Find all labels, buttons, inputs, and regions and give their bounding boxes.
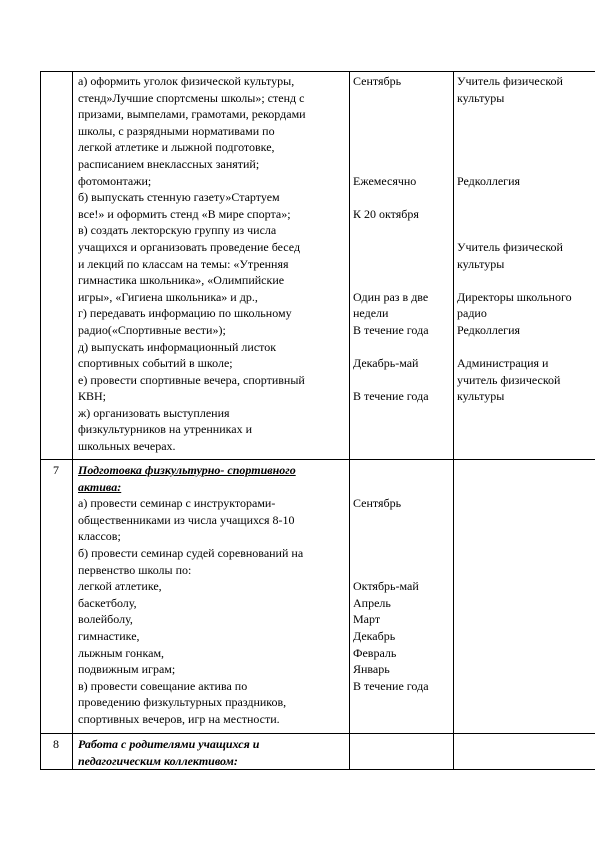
row1-responsible: Администрация и учитель физической культуры	[457, 356, 561, 404]
table-border-left	[40, 71, 41, 770]
row1-responsible: Редколлегия	[457, 173, 521, 188]
row2-title: Подготовка физкультурно- спортивного актива:	[78, 463, 296, 494]
row2-date: Сентябрь	[353, 496, 402, 511]
row1-responsible: Директоры школьного радио	[457, 289, 572, 321]
row2-content: а) провести семинар с инструкторами- общественниками из числа учащихся 8-10 классов; б) провести семинар судей соревнований на первенство школы по: легкой атлетике, баскетболу, волейболу, гимнастике, лыжным гонкам, подвижным играм; в) провести совещание актива по проведению физкультурных праздников, спортивных вечеров, игр на местности.	[78, 496, 304, 726]
table-border-col1	[72, 71, 73, 770]
row1-content: а) оформить уголок физической культуры, стенд»Лучшие спортсмены школы»; стенд с призами, вымпелами, грамотами, рекордами школы, с разрядными нормативами по легкой атлетике и лыжной подготовке, расписанием внеклассных занятий; фотомонтажи; б) выпускать стенную газету»Стартуем все!» и оформить стенд «В мире спорта»; в) создать лекторскую группу из числа учащихся и организовать проведение бесед и лекций по классам на темы: «Утренняя гимнастика школьника», «Олимпийские игры», «Гигиена школьника» и др., г) передавать информацию по школьному радио(«Спортивные вести»); д) выпускать информационный листок спортивных событий в школе; е) провести спортивные вечера, спортивный КВН; ж) организовать выступления физкультурников на утренниках и школьных вечерах.	[78, 74, 306, 454]
row2-number: 7	[53, 463, 59, 477]
row-divider-2	[40, 733, 595, 734]
row1-date: Сентябрь	[353, 74, 402, 88]
row-divider-1	[40, 459, 595, 460]
table-border-top	[40, 71, 595, 72]
row3-title: Работа с родителями учащихся и педагогическим коллективом:	[78, 737, 260, 768]
row1-date: В течение года	[353, 389, 429, 404]
row1-date: Декабрь-май	[353, 356, 419, 371]
row1-date: К 20 октября	[353, 206, 419, 221]
row2-date: Октябрь-май Апрель Март Декабрь Февраль Январь В течение года	[353, 579, 429, 693]
row1-date: В течение года	[353, 323, 429, 337]
row1-date: Ежемесячно	[353, 173, 417, 188]
row1-responsible: Редколлегия	[457, 323, 521, 337]
row3-number: 8	[53, 737, 59, 751]
table-border-col3	[453, 71, 454, 770]
row1-date: Один раз в две недели	[353, 289, 429, 321]
plan-table	[40, 71, 595, 770]
row1-responsible: Учитель физической культуры	[457, 74, 563, 105]
table-border-col2	[349, 71, 350, 770]
row1-responsible: Учитель физической культуры	[457, 240, 563, 271]
